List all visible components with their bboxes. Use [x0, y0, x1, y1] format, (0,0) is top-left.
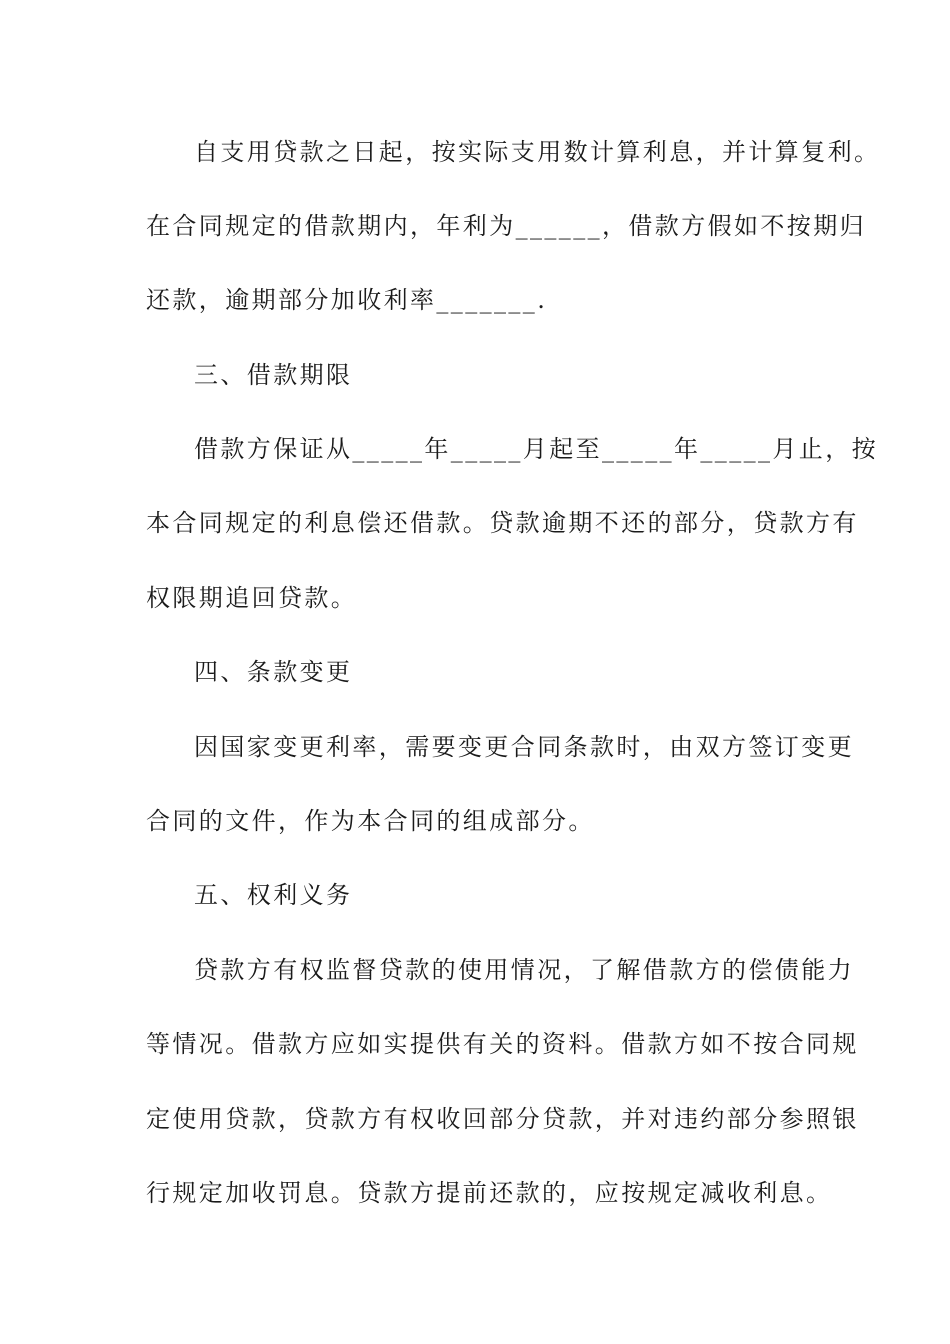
paragraph-change-line-1: 因国家变更利率，需要变更合同条款时，由双方签订变更 — [194, 733, 854, 761]
section-heading-rights-duties: 五、权利义务 — [194, 881, 353, 909]
paragraph-interest-line-3: 还款，逾期部分加收利率_______. — [146, 286, 548, 314]
paragraph-term-line-3: 权限期追回贷款。 — [146, 584, 358, 612]
paragraph-change-line-2: 合同的文件，作为本合同的组成部分。 — [146, 807, 595, 835]
paragraph-rights-line-1: 贷款方有权监督贷款的使用情况，了解借款方的偿债能力 — [194, 956, 854, 984]
paragraph-term-line-2: 本合同规定的利息偿还借款。贷款逾期不还的部分，贷款方有 — [146, 509, 859, 537]
paragraph-term-line-1: 借款方保证从_____年_____月起至_____年_____月止，按 — [194, 435, 878, 463]
paragraph-interest-line-1: 自支用贷款之日起，按实际支用数计算利息，并计算复利。 — [194, 138, 881, 166]
paragraph-interest-line-2: 在合同规定的借款期内，年利为______，借款方假如不按期归 — [146, 212, 866, 240]
paragraph-rights-line-4: 行规定加收罚息。贷款方提前还款的，应按规定减收利息。 — [146, 1179, 833, 1207]
section-heading-clause-change: 四、条款变更 — [194, 658, 353, 686]
paragraph-rights-line-2: 等情况。借款方应如实提供有关的资料。借款方如不按合同规 — [146, 1030, 859, 1058]
paragraph-rights-line-3: 定使用贷款，贷款方有权收回部分贷款，并对违约部分参照银 — [146, 1105, 859, 1133]
section-heading-loan-term: 三、借款期限 — [194, 361, 353, 389]
